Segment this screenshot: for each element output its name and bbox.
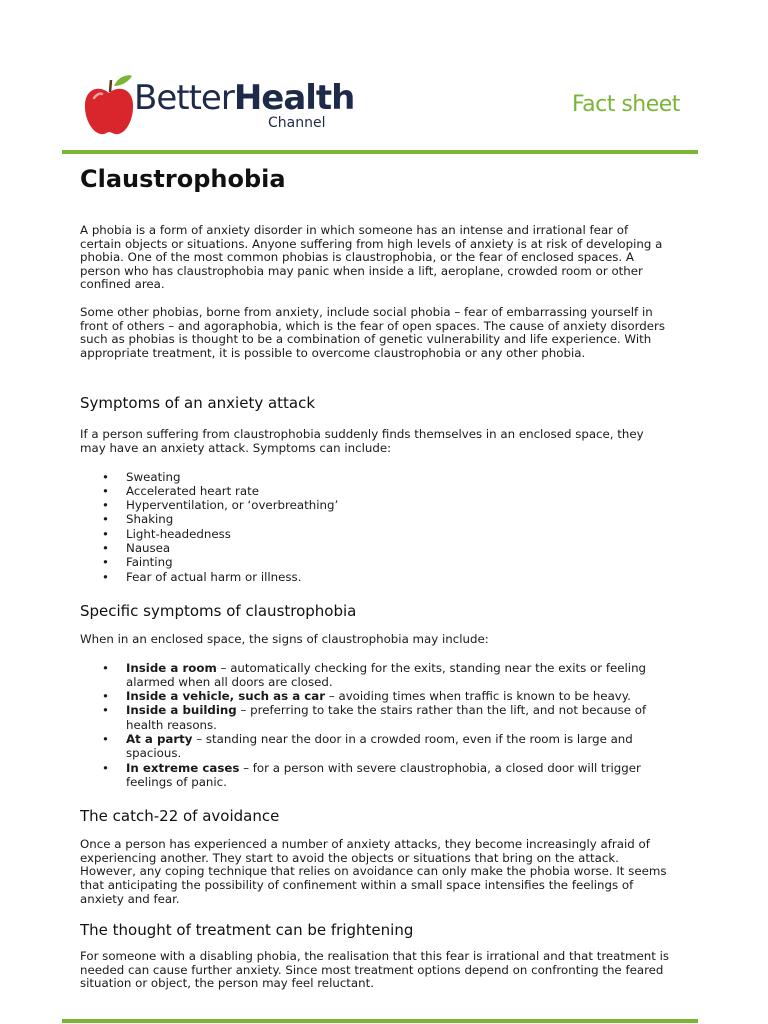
list-item <box>126 761 670 790</box>
item-text: – avoiding times when traffic is known to be heavy. <box>325 689 631 704</box>
list-item <box>126 689 670 703</box>
document-body <box>80 164 670 991</box>
item-text: – for a person with severe claustrophobia, a closed door will trigger feelings of panic. <box>126 760 641 789</box>
top-divider <box>62 150 698 154</box>
brand-better: Better <box>134 78 234 118</box>
item-bold: Inside a vehicle, such as a car <box>126 689 326 704</box>
list-item: • Hyperventilation, or ‘overbreathing’ <box>126 498 670 512</box>
section-heading-avoidance: The catch-22 of avoidance <box>80 807 280 826</box>
list-item: • Fainting <box>126 555 670 569</box>
item-bold: Inside a building <box>126 703 237 718</box>
anxiety-symptom-list <box>80 470 670 584</box>
item-bold: Inside a room <box>126 660 217 675</box>
list-item <box>126 661 670 690</box>
specific-symptom-list <box>80 661 670 790</box>
list-item: • Nausea <box>126 541 670 555</box>
list-item: • Fear of actual harm or illness. <box>126 570 670 584</box>
list-item <box>126 732 670 761</box>
intro-paragraph-2: Some other phobias, borne from anxiety, include social phobia – fear of embarrassing yourself in front of others – and agoraphobia, which is the fear of open spaces. The cause of anxiety disorders such as phobias is thought to be a combination of genetic vulnerability and life experience. With appropriate treatment, it is possible to overcome claustrophobia or any other phobia. <box>80 304 665 360</box>
section-paragraph: When in an enclosed space, the signs of claustrophobia may include: <box>80 631 489 646</box>
brand-name <box>134 80 354 116</box>
item-bold: At a party <box>126 731 193 746</box>
list-item: • Sweating <box>126 470 670 484</box>
section-paragraph: If a person suffering from claustrophobia suddenly finds themselves in an enclosed space, they may have an anxiety attack. Symptoms can include: <box>80 427 644 455</box>
brand-health: Health <box>233 78 355 118</box>
section-heading-anxiety-attack: Symptoms of an anxiety attack <box>80 394 316 413</box>
fact-sheet-label: Fact sheet <box>572 92 680 117</box>
item-bold: In extreme cases <box>126 760 240 775</box>
item-text: – preferring to take the stairs rather than the lift, and not because of health reasons. <box>126 703 647 732</box>
section-paragraph: For someone with a disabling phobia, the realisation that this fear is irrational and that treatment is needed can cause further anxiety. Since most treatment options depend on confronting the feared situation or object, the person may feel reluctant. <box>80 949 670 991</box>
section-paragraph: Once a person has experienced a number of anxiety attacks, they become increasingly afraid of experiencing another. They start to avoid the objects or situations that bring on the attack. However, any coping technique that relies on avoidance can only make the phobia worse. It seems that anticipating the possibility of confinement within a small space intensifies the feelings of anxiety and fear. <box>80 837 667 906</box>
list-item <box>126 703 670 732</box>
brand-channel: Channel <box>268 115 326 131</box>
list-item: • Light-headedness <box>126 527 670 541</box>
page-title: Claustrophobia <box>80 165 286 193</box>
better-health-logo <box>84 68 354 136</box>
list-item: • Shaking <box>126 512 670 526</box>
section-heading-specific-symptoms: Specific symptoms of claustrophobia <box>80 601 357 620</box>
intro-paragraph-1: A phobia is a form of anxiety disorder in which someone has an intense and irrational fear of certain objects or situations. Anyone suffering from high levels of anxiety is at risk of developing a phobia. One of the most common phobias is claustrophobia, or the fear of enclosed spaces. A person who has claustrophobia may panic when inside a lift, aeroplane, crowded room or other confined area. <box>80 223 663 292</box>
section-heading-treatment: The thought of treatment can be frightening <box>80 921 414 940</box>
item-text: – automatically checking for the exits, standing near the exits or feeling alarmed when all doors are closed. <box>126 660 647 689</box>
apple-icon <box>84 70 134 136</box>
bottom-divider <box>62 1019 698 1023</box>
list-item: • Accelerated heart rate <box>126 484 670 498</box>
item-text: – standing near the door in a crowded room, even if the room is large and spacious. <box>126 731 633 761</box>
